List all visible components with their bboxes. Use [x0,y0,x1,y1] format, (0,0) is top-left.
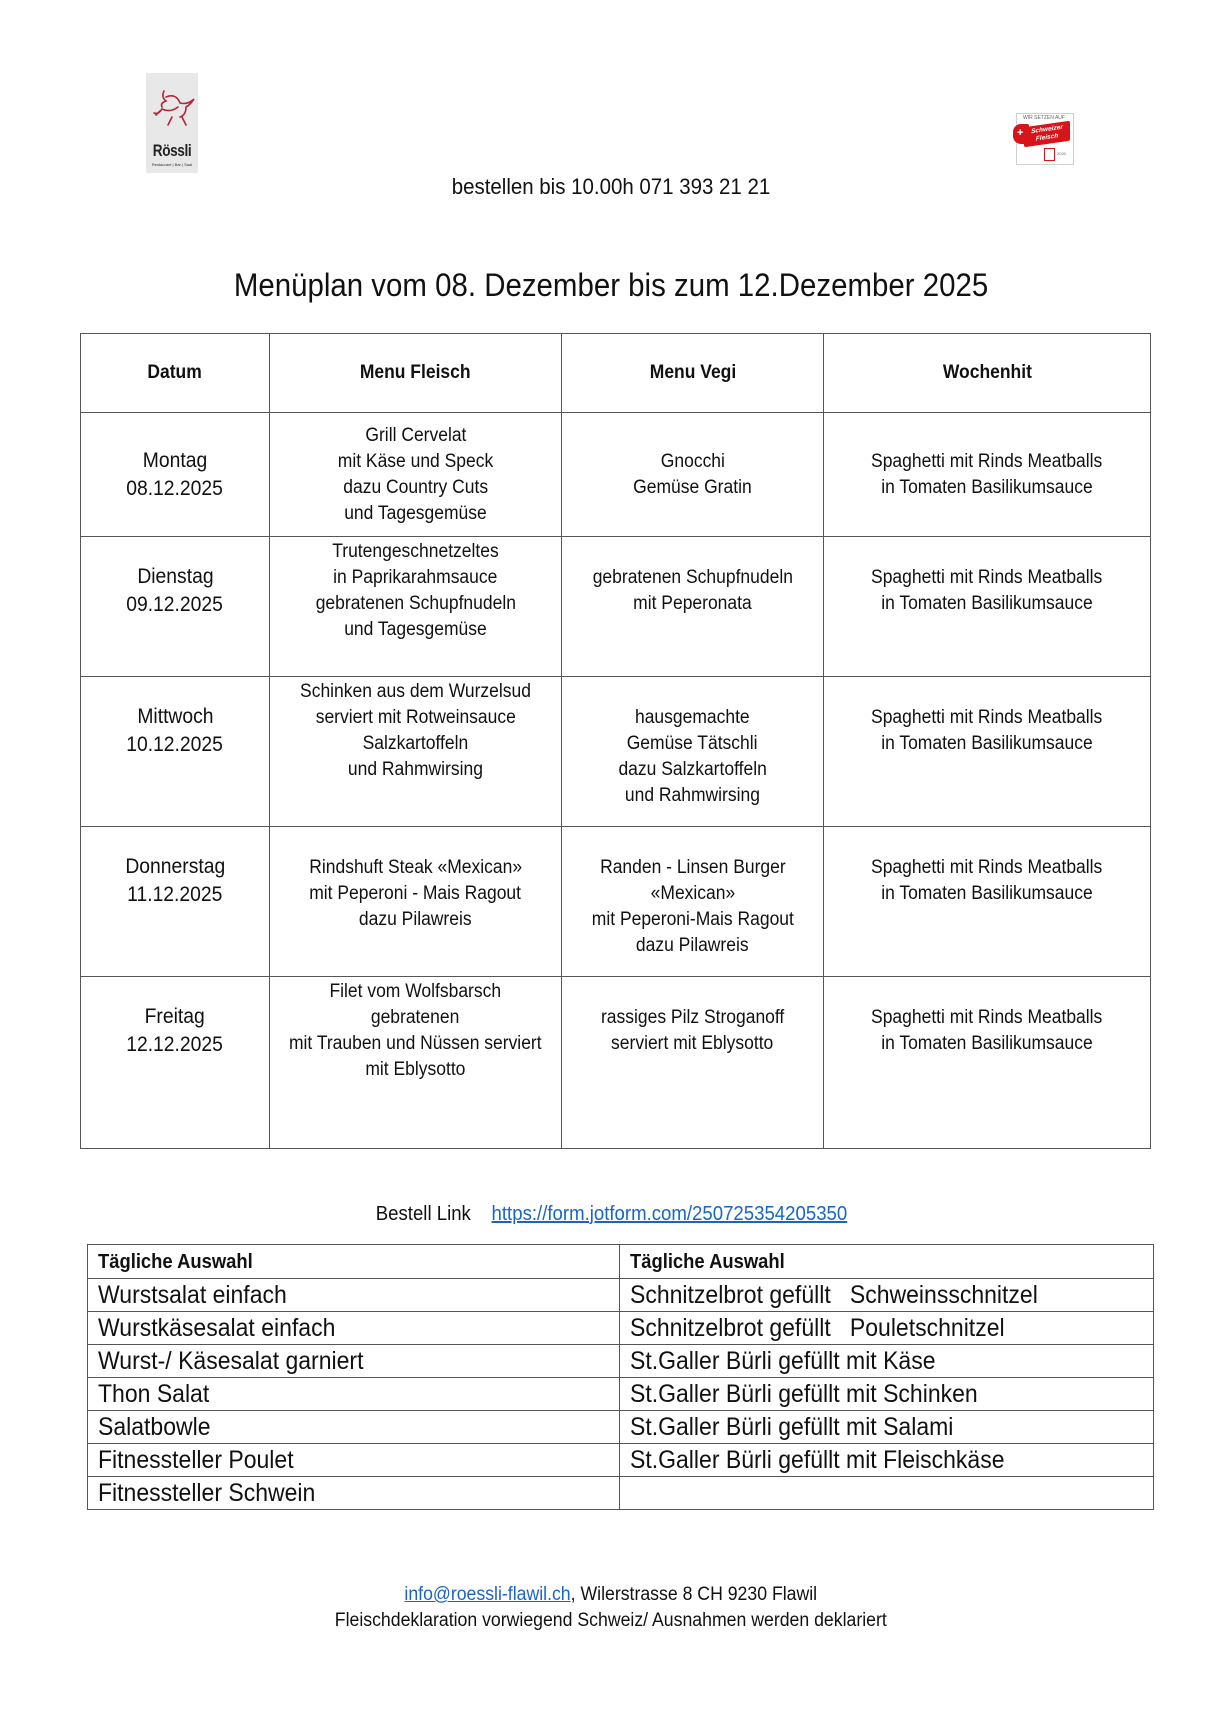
daily-item-right [620,1279,1154,1312]
daily-item-label: Wurstsalat einfach [98,1281,287,1309]
dish-line: Gemüse Gratin [633,476,752,498]
daily-item-label: St.Galler Bürli gefüllt mit Schinken [630,1380,978,1408]
daily-item-label: St.Galler Bürli gefüllt mit Fleischkäse [630,1446,1005,1474]
dish-line: und Tagesgemüse [344,502,487,524]
dish-line: Grill Cervelat [364,424,467,446]
day-name: Donnerstag [125,855,225,878]
day-name: Montag [142,448,208,472]
dish-line: dazu Pilawreis [636,935,749,956]
dish-line: gebratenen Schupfnudeln [592,567,793,588]
dish-line: und Rahmwirsing [624,785,761,806]
menu-day-row [81,827,1151,977]
dish-line: hausgemachte [635,707,750,728]
date-cell [81,677,270,827]
column-header-datum: Datum [81,334,270,413]
daily-item-left [88,1345,620,1378]
dish-line: Spaghetti mit Rinds Meatballs [871,707,1103,728]
dish-line: Gnocchi [660,450,725,472]
dish-line: Spaghetti mit Rinds Meatballs [871,1007,1103,1028]
dish-line: Trutengeschnetzeltes [332,541,499,562]
daily-selection-table [87,1244,1154,1510]
wochenhit-cell [824,827,1151,977]
dish-line: Salzkartoffeln [362,733,469,754]
daily-row [88,1411,1154,1444]
dish-line: rassiges Pilz Stroganoff [600,1007,785,1028]
date-value: 10.12.2025 [126,733,224,756]
logo-mini-badge [1044,148,1055,161]
dish-line: mit Peperonata [633,593,752,614]
dish-line: mit Peperoni-Mais Ragout [591,909,794,930]
daily-item-left [88,1378,620,1411]
wochenhit-cell [824,977,1151,1149]
dish-line: und Rahmwirsing [347,759,484,780]
dish-line: dazu Country Cuts [343,476,488,498]
dish-line: Spaghetti mit Rinds Meatballs [871,450,1103,472]
logo-tagline: Restaurant | Bar | Saal [151,162,193,167]
footer-email-link[interactable]: info@roessli-flawil.ch [404,1584,571,1605]
date-cell [81,537,270,677]
daily-item-label: Wurst-/ Käsesalat garniert [98,1347,364,1375]
schweizer-fleisch-logo [1010,110,1078,174]
menu-day-row [81,977,1151,1149]
dish-line: in Tomaten Basilikumsauce [881,593,1093,614]
dish-line: Schinken aus dem Wurzelsud [300,681,531,702]
daily-item-label: St.Galler Bürli gefüllt mit Salami [630,1413,954,1441]
wochenhit-cell [824,413,1151,537]
roessli-logo [146,73,198,173]
daily-item-left [88,1477,620,1510]
date-cell [81,827,270,977]
dish-line: mit Eblysotto [365,1059,466,1080]
order-form-link[interactable]: https://form.jotform.com/250725354205350 [491,1203,847,1225]
weekly-menu-table [80,333,1151,1149]
dish-line: mit Käse und Speck [337,450,494,472]
column-header-wochenhit: Wochenhit [824,334,1151,413]
column-header-fleisch: Menu Fleisch [270,334,562,413]
daily-item-right [620,1411,1154,1444]
daily-row [88,1378,1154,1411]
date-cell [81,413,270,537]
dish-line: in Tomaten Basilikumsauce [881,476,1093,498]
daily-item-label: Schnitzelbrot gefüllt Pouletschnitzel [630,1314,1005,1342]
daily-row [88,1345,1154,1378]
date-cell [81,977,270,1149]
fleisch-cell [270,537,562,677]
dish-line: dazu Salzkartoffeln [618,759,767,780]
daily-header-right: Tägliche Auswahl [620,1245,1154,1279]
dish-line: Filet vom Wolfsbarsch [329,981,502,1002]
daily-item-label: St.Galler Bürli gefüllt mit Käse [630,1347,936,1375]
day-name: Dienstag [136,565,214,588]
daily-item-right [620,1378,1154,1411]
daily-item-label: Wurstkäsesalat einfach [98,1314,336,1342]
dish-line: und Tagesgemüse [344,619,487,640]
daily-item-right [620,1345,1154,1378]
dish-line: gebratenen Schupfnudeln [315,593,516,614]
daily-item-right [620,1312,1154,1345]
date-value: 12.12.2025 [126,1033,224,1056]
dish-line: mit Trauben und Nüssen serviert [289,1033,542,1054]
daily-item-right [620,1444,1154,1477]
dish-line: Rindshuft Steak «Mexican» [309,857,522,878]
day-name: Freitag [144,1005,206,1028]
daily-item-left [88,1411,620,1444]
dish-line: serviert mit Rotweinsauce [315,707,516,728]
page-title: Menüplan vom 08. Dezember bis zum 12.Dezember 2025 [233,267,989,303]
daily-table-header-row [88,1245,1154,1279]
vegi-cell [562,827,824,977]
order-link-line [0,1203,1222,1226]
dish-line: serviert mit Eblysotto [611,1033,774,1054]
dish-line: gebratenen [371,1007,460,1028]
dish-line: Spaghetti mit Rinds Meatballs [871,567,1103,588]
menu-table-header-row [81,334,1151,413]
daily-row [88,1444,1154,1477]
dish-line: dazu Pilawreis [359,909,472,930]
daily-item-label: Salatbowle [98,1413,211,1441]
logo-banner: Schweizer Fleisch [1024,121,1070,147]
vegi-cell [562,537,824,677]
dish-line: in Tomaten Basilikumsauce [881,1033,1093,1054]
vegi-cell [562,413,824,537]
daily-row [88,1279,1154,1312]
menu-day-row [81,413,1151,537]
logo-year: 2020 [1057,151,1066,156]
daily-item-left [88,1279,620,1312]
fleisch-cell [270,827,562,977]
date-value: 09.12.2025 [126,593,224,616]
menu-day-row [81,677,1151,827]
dish-line: in Paprikarahmsauce [333,567,498,588]
date-value: 08.12.2025 [126,476,224,500]
daily-item-right [620,1477,1154,1510]
dish-line: mit Peperoni - Mais Ragout [309,883,522,904]
dish-line: Spaghetti mit Rinds Meatballs [871,857,1103,878]
order-deadline-line: bestellen bis 10.00h 071 393 21 21 [451,174,771,199]
footer [0,1582,1222,1634]
daily-row [88,1312,1154,1345]
daily-item-left [88,1312,620,1345]
dish-line: in Tomaten Basilikumsauce [881,883,1093,904]
dish-line: Gemüse Tätschli [627,733,758,754]
logo-top-text: WIR SETZEN AUF [1023,115,1065,121]
daily-item-left [88,1444,620,1477]
daily-item-label: Thon Salat [98,1380,210,1408]
dish-line: in Tomaten Basilikumsauce [881,733,1093,754]
fleisch-cell [270,977,562,1149]
order-link-label: Bestell Link [375,1203,471,1225]
daily-item-label: Fitnessteller Poulet [98,1446,294,1474]
day-name: Mittwoch [136,705,214,728]
daily-item-label: Schnitzelbrot gefüllt Schweinsschnitzel [630,1281,1038,1309]
daily-header-left: Tägliche Auswahl [88,1245,620,1279]
footer-declaration: Fleischdeklaration vorwiegend Schweiz/ Ausnahmen werden deklariert [334,1610,887,1631]
footer-address: , Wilerstrasse 8 CH 9230 Flawil [570,1584,818,1605]
horse-icon [146,73,198,143]
dish-line: «Mexican» [650,883,735,904]
fleisch-cell [270,413,562,537]
dish-line: Randen - Linsen Burger [599,857,786,878]
wochenhit-cell [824,537,1151,677]
logo-name: Rössli [152,141,192,160]
vegi-cell [562,977,824,1149]
daily-row [88,1477,1154,1510]
fleisch-cell [270,677,562,827]
column-header-vegi: Menu Vegi [562,334,824,413]
date-value: 11.12.2025 [127,883,223,906]
wochenhit-cell [824,677,1151,827]
vegi-cell [562,677,824,827]
daily-item-label: Fitnessteller Schwein [98,1479,316,1507]
menu-day-row [81,537,1151,677]
